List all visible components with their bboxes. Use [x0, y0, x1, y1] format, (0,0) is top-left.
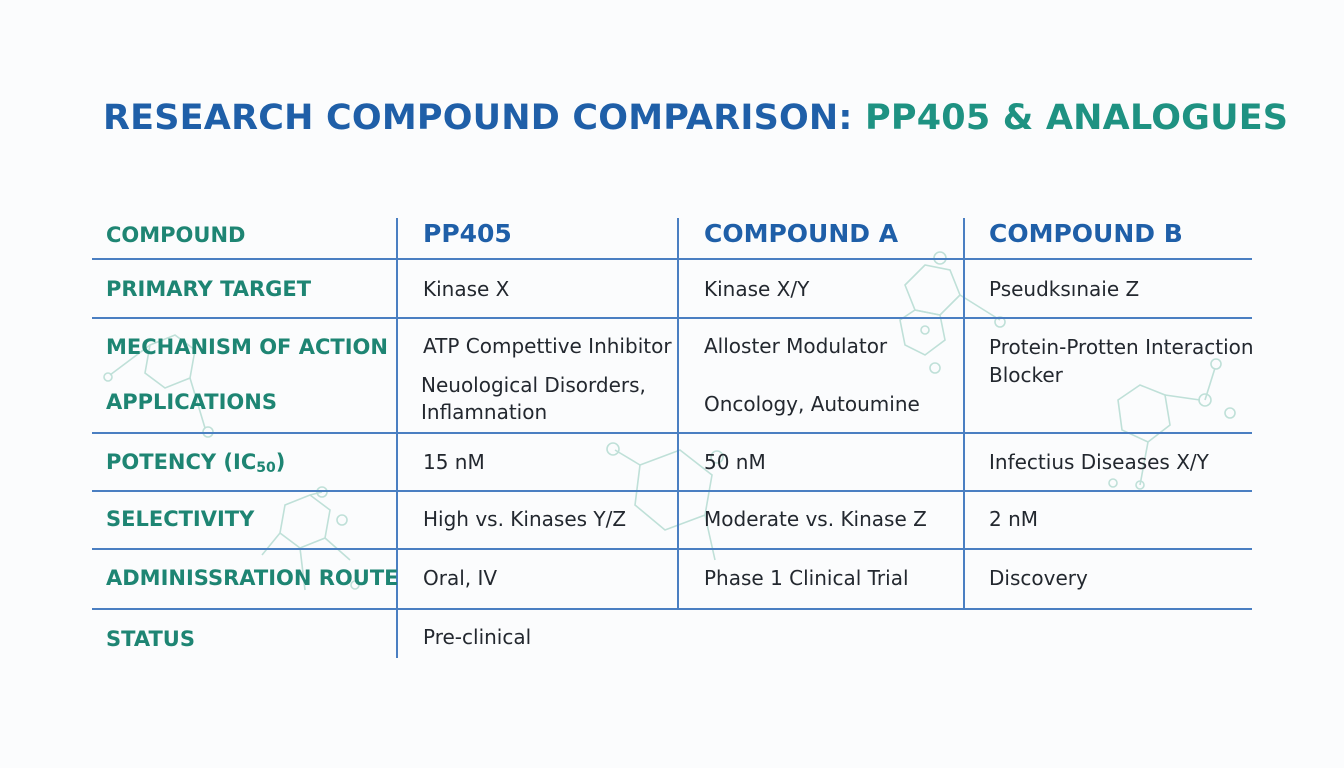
row-label-administration: ADMINISSRATION ROUTE [106, 566, 399, 590]
row-label-status: STATUS [106, 627, 195, 651]
compound-b-potency: Infectius Diseases X/Y [989, 450, 1209, 474]
table-rule [92, 490, 1252, 492]
pp405-applications-line2: Inflamnation [421, 400, 548, 424]
compound-a-applications: Oncology, Autoumine [704, 392, 920, 416]
compound-b-administration: Discovery [989, 566, 1088, 590]
row-label-applications: APPLICATIONS [106, 390, 277, 414]
table-rule [92, 548, 1252, 550]
row-label-primary-target: PRIMARY TARGET [106, 277, 312, 301]
column-divider [396, 218, 398, 658]
column-header-compound-a: COMPOUND A [704, 219, 899, 248]
table-rule [92, 258, 1252, 260]
pp405-potency: 15 nM [423, 450, 485, 474]
row-label-compound: COMPOUND [106, 223, 246, 247]
column-header-pp405: PP405 [423, 219, 512, 248]
pp405-primary-target: Kinase X [423, 277, 510, 301]
column-divider [963, 218, 965, 608]
row-label-mechanism: MECHANISM OF ACTION [106, 335, 388, 359]
compound-b-mechanism-line1: Protein-Protten Interaction [989, 335, 1254, 359]
pp405-mechanism: ATP Compettive Inhibitor [423, 334, 672, 358]
compound-a-administration: Phase 1 Clinical Trial [704, 566, 909, 590]
table-rule [92, 432, 1252, 434]
row-label-potency: POTENCY $(IC_{50})$ [106, 450, 286, 476]
column-header-compound-b: COMPOUND B [989, 219, 1183, 248]
compound-b-mechanism-line2: Blocker [989, 363, 1063, 387]
row-label-selectivity: SELECTIVITY [106, 507, 255, 531]
compound-a-potency: 50 nM [704, 450, 766, 474]
title-part-accent: PP405 & ANALOGUES [865, 98, 1289, 138]
table-rule [92, 608, 1252, 610]
pp405-administration: Oral, IV [423, 566, 498, 590]
compound-b-primary-target: Pseudksınaie Z [989, 277, 1140, 301]
pp405-status: Pre-clinical [423, 625, 532, 649]
compound-a-selectivity: Moderate vs. Kinase Z [704, 507, 927, 531]
pp405-selectivity: High vs. Kinases Y/Z [423, 507, 627, 531]
column-divider [677, 218, 679, 608]
title-part-main: RESEARCH COMPOUND COMPARISON: [103, 98, 866, 138]
pp405-applications-line1: Neuological Disorders, [421, 373, 646, 397]
table-rule [92, 317, 1252, 319]
compound-a-primary-target: Kinase X/Y [704, 277, 810, 301]
page-title [103, 98, 1288, 138]
compound-a-mechanism: Alloster Modulator [704, 334, 888, 358]
compound-b-selectivity: 2 nM [989, 507, 1039, 531]
